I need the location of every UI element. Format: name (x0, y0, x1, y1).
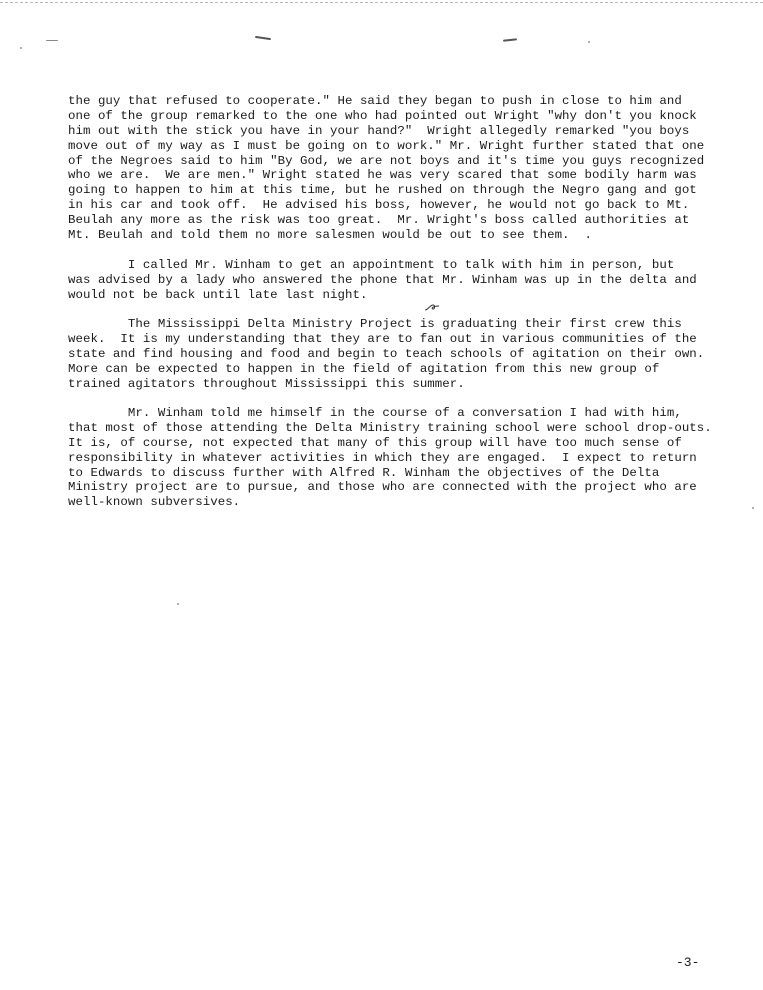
paragraph-1 (68, 94, 708, 243)
text-line: to Edwards to discuss further with Alfred R. Winham the objectives of the Delta (68, 465, 660, 480)
text-line: one of the group remarked to the one who had pointed out Wright "why don't you knock (68, 108, 697, 123)
text-line: responsibility in whatever activities in which they are engaged. I expect to return (68, 450, 697, 465)
text-line: Beulah any more as the risk was too great. Mr. Wright's boss called authorities at (68, 213, 690, 228)
text-line: move out of my way as I must be going on to work." Mr. Wright further stated that one (68, 138, 705, 153)
text-line: It is, of course, not expected that many of this group will have too much sense of (68, 435, 682, 450)
text-line: was advised by a lady who answered the phone that Mr. Winham was up in the delta and (68, 272, 697, 287)
text-line: going to happen to him at this time, but he rushed on through the Negro gang and got (68, 183, 697, 198)
text-line: in his car and took off. He advised his boss, however, he would not go back to Mt. (68, 198, 690, 213)
text-line: of the Negroes said to him "By God, we are not boys and it's time you guys recognized (68, 153, 705, 168)
scan-mark-left (255, 36, 271, 40)
text-line: that most of those attending the Delta Ministry training school were school drop-outs. (68, 420, 712, 435)
text-line: who we are. We are men." Wright stated he was very scared that some bodily harm was (68, 168, 697, 183)
page-number: -3- (676, 955, 700, 970)
text-line: The Mississippi Delta Ministry Project is graduating their first crew this (68, 317, 682, 331)
scan-speck (588, 41, 590, 43)
text-line: Mr. Winham told me himself in the course of a conversation I had with him, (68, 406, 682, 420)
text-line: I called Mr. Winham to get an appointment to talk with him in person, but (68, 258, 675, 272)
scan-speck (177, 603, 179, 605)
scan-speck (20, 47, 22, 49)
paragraph-4 (68, 406, 712, 510)
scan-mark-corner (46, 40, 58, 41)
handwritten-mark (424, 302, 440, 312)
perforation-edge (0, 2, 763, 3)
text-line: would not be back until late last night. (68, 287, 368, 302)
text-line: state and find housing and food and begin to teach schools of agitation on their own. (68, 346, 705, 361)
text-line: well-known subversives. (68, 495, 241, 510)
text-line: trained agitators throughout Mississippi this summer. (68, 376, 465, 391)
paragraph-2 (68, 258, 708, 303)
paragraph-3 (68, 317, 708, 391)
text-line: the guy that refused to cooperate." He said they began to push in close to him and (68, 94, 682, 108)
text-line: Ministry project are to pursue, and those who are connected with the project who are (68, 480, 697, 495)
text-line: week. It is my understanding that they are to fan out in various communities of the (68, 331, 697, 346)
scan-speck (752, 507, 754, 509)
text-line: Mt. Beulah and told them no more salesmen would be out to see them. . (68, 228, 592, 243)
text-line: More can be expected to happen in the field of agitation from this new group of (68, 361, 660, 376)
text-line: him out with the stick you have in your hand?" Wright allegedly remarked "you boys (68, 123, 690, 138)
scan-mark-right (503, 38, 517, 41)
